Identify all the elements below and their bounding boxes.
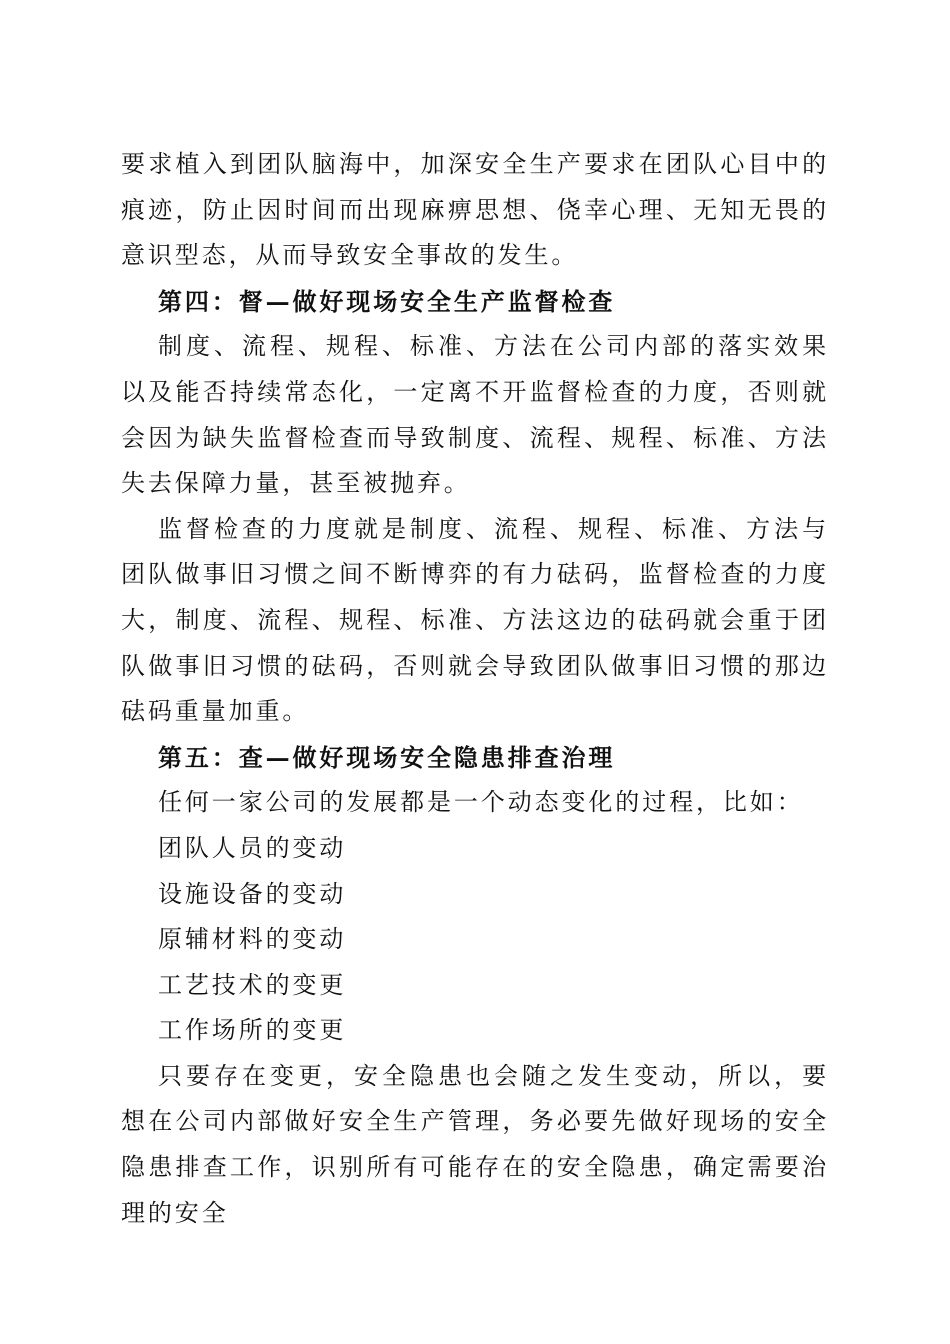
paragraph-inspection-intro: 任何一家公司的发展都是一个动态变化的过程，比如： xyxy=(158,788,804,817)
paragraph-supervision-1: 制度、流程、规程、标准、方法在公司内部的落实效果以及能否持续常态化，一定离不开监督检查的力度，否则就会因为缺失监督检查而导致制度、流程、规程、标准、方法失去保障力量，甚至被抛弃。 xyxy=(121,332,829,498)
section-heading-4: 第四：督—做好现场安全生产监督检查 xyxy=(158,286,616,316)
document-page xyxy=(121,142,829,1236)
list-item: 工作场所的变更 xyxy=(158,1016,347,1045)
paragraph-continued: 要求植入到团队脑海中，加深安全生产要求在团队心目中的痕迹，防止因时间而出现麻痹思想、侥幸心理、无知无畏的意识型态，从而导致安全事故的发生。 xyxy=(121,150,829,270)
list-item: 工艺技术的变更 xyxy=(158,970,347,999)
list-item: 原辅材料的变动 xyxy=(158,925,347,954)
section-heading-5: 第五：查—做好现场安全隐患排查治理 xyxy=(158,742,616,772)
paragraph-supervision-2: 监督检查的力度就是制度、流程、规程、标准、方法与团队做事旧习惯之间不断博弈的有力砝码，监督检查的力度大，制度、流程、规程、标准、方法这边的砝码就会重于团队做事旧习惯的砝码，否则就会导致团队做事旧习惯的那边砝码重量加重。 xyxy=(121,514,829,726)
list-item: 设施设备的变动 xyxy=(158,879,347,908)
paragraph-inspection-body: 只要存在变更，安全隐患也会随之发生变动，所以，要想在公司内部做好安全生产管理，务必要先做好现场的安全隐患排查工作，识别所有可能存在的安全隐患，确定需要治理的安全 xyxy=(121,1061,829,1227)
list-item: 团队人员的变动 xyxy=(158,833,347,862)
